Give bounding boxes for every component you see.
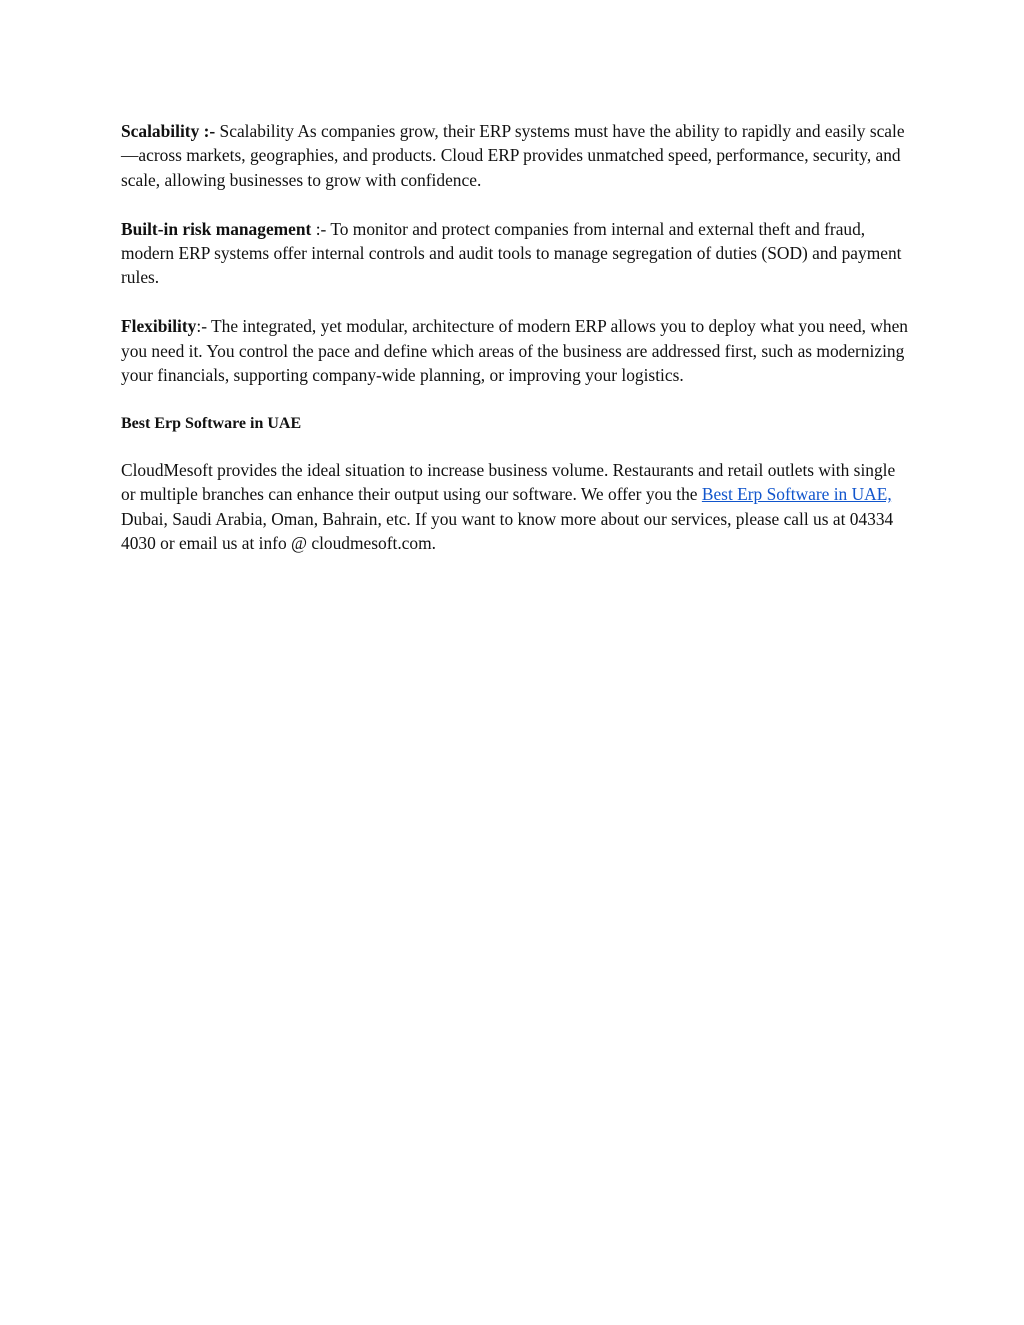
risk-management-term: Built-in risk management [121,218,312,239]
document-body [121,119,911,580]
closing-text-after-link: Dubai, Saudi Arabia, Oman, Bahrain, etc. If you want to know more about our services, please call us at 04334 4030 or email us at info @ cloudmesoft.com. [121,508,894,554]
flexibility-term: Flexibility [121,316,197,337]
scalability-paragraph [121,119,911,192]
closing-text-before-link: CloudMesoft provides the ideal situation to increase business volume. Restaurants and retail outlets with single or multiple branches can enhance their output using our software. We offer you the [121,459,896,505]
risk-management-text: :- To monitor and protect companies from internal and external theft and fraud, modern ERP systems offer internal controls and audit tools to manage segregation of duties (SOD) and payment rules. [121,218,902,288]
closing-paragraph [121,458,911,556]
scalability-term: Scalability :- [121,121,216,141]
risk-management-paragraph [121,217,911,290]
best-erp-uae-link[interactable]: Best Erp Software in UAE, [701,484,892,505]
scalability-text: Scalability As companies grow, their ERP systems must have the ability to rapidly and easily scale—across markets, geographies, and products. Cloud ERP provides unmatched speed, performance, security, and scale, allowing businesses to grow with confidence. [121,121,905,190]
flexibility-paragraph [121,314,911,387]
flexibility-text: :- The integrated, yet modular, architecture of modern ERP allows you to deploy what you need, when you need it. You control the pace and define which areas of the business are addressed first, such as modernizing your financials, supporting company-wide planning, or improving your logistics. [121,316,908,386]
section-heading: Best Erp Software in UAE [121,414,302,432]
